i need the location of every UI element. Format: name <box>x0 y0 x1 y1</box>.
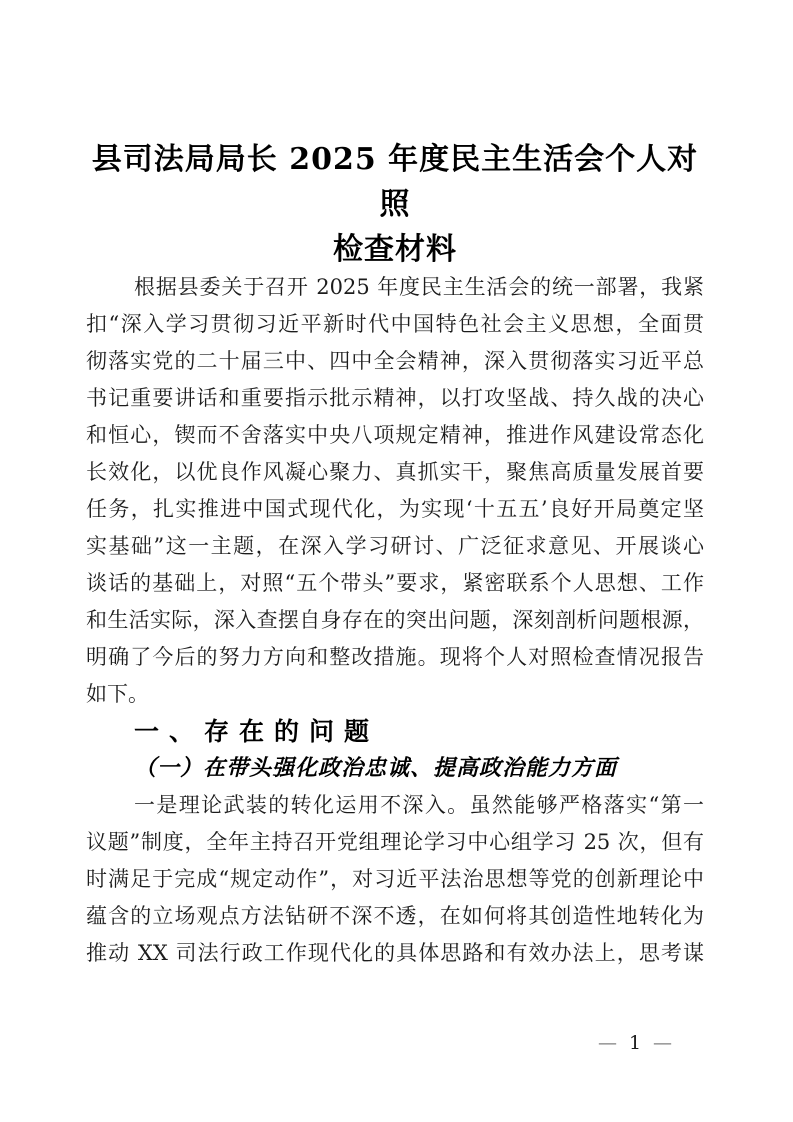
document-line: 如下。 <box>86 682 149 706</box>
document-line: 长效化，以优良作风凝心聚力、真抓实干，聚焦高质量发展首要 <box>86 460 704 484</box>
document-line: 彻落实党的二十届三中、四中全会精神，深入贯彻落实习近平总 <box>86 349 704 373</box>
document-line: 根据县委关于召开 2025 年度民主生活会的统一部署，我紧 <box>134 275 704 299</box>
document-line: 和生活实际，深入查摆自身存在的突出问题，深刻剖析问题根源， <box>86 608 704 632</box>
text-block <box>86 269 704 972</box>
document-line: 和恒心，锲而不舍落实中央八项规定精神，推进作风建设常态化 <box>86 423 704 447</box>
document-line: 推动 XX 司法行政工作现代化的具体思路和有效办法上，思考谋 <box>86 941 704 965</box>
document-line: 蕴含的立场观点方法钻研不深不透，在如何将其创造性地转化为 <box>86 904 704 928</box>
document-line: 任务，扎实推进中国式现代化，为实现‘十五五’良好开局奠定坚 <box>86 497 704 521</box>
document-line: 明确了今后的努力方向和整改措施。现将个人对照检查情况报告 <box>86 645 704 669</box>
document-title <box>86 137 704 272</box>
page-number-value: 1 <box>628 1032 642 1054</box>
document-line: 一是理论武装的转化运用不深入。虽然能够严格落实“第一 <box>134 793 704 817</box>
document-line: 扣“深入学习贯彻习近平新时代中国特色社会主义思想，全面贯 <box>86 312 704 336</box>
document-line: 谈话的基础上，对照“五个带头”要求，紧密联系个人思想、工作 <box>86 571 704 595</box>
page-number <box>556 1031 714 1055</box>
page-number-dash-right: — <box>653 1032 673 1054</box>
document-title-line-1: 县司法局局长 2025 年度民主生活会个人对照 <box>91 142 699 222</box>
document-line: 书记重要讲话和重要指示批示精神，以打攻坚战、持久战的决心 <box>86 386 704 410</box>
document-title-line-2: 检查材料 <box>333 232 457 267</box>
subsection-heading: （一）在带头强化政治忠诚、提高政治能力方面 <box>134 755 618 781</box>
page-number-dash-left: — <box>597 1032 617 1054</box>
document-line: 时满足于完成“规定动作”，对习近平法治思想等党的创新理论中 <box>86 867 704 891</box>
section-heading: 一、存在的问题 <box>134 717 380 746</box>
document-line: 议题”制度，全年主持召开党组理论学习中心组学习 25 次，但有 <box>86 830 704 854</box>
document-line: 实基础”这一主题，在深入学习研讨、广泛征求意见、开展谈心 <box>86 534 704 558</box>
